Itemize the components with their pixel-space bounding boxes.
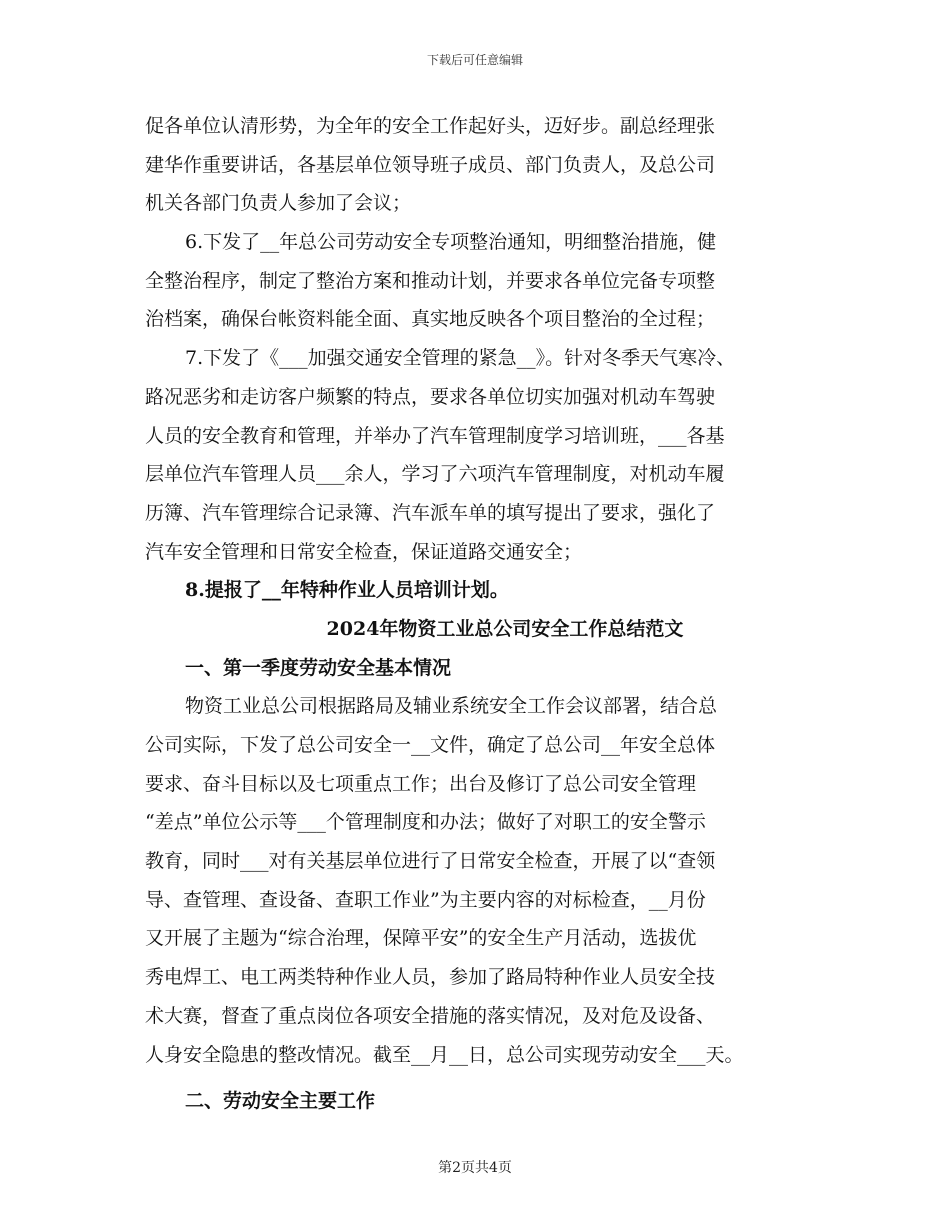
body-line: 全整治程序，制定了整治方案和推动计划，并要求各单位完备专项整 (145, 269, 716, 292)
page-header: 下载后可任意编辑 (426, 53, 523, 67)
body-line: 路况恶劣和走访客户频繁的特点，要求各单位切实加强对机动车驾驶 (145, 385, 716, 408)
section-heading-1: 一、第一季度劳动安全基本情况 (185, 656, 452, 679)
body-line: 人身安全隐患的整改情况。截至__月__日，总公司实现劳动安全___天。 (145, 1043, 744, 1066)
body-line: 人员的安全教育和管理，并举办了汽车管理制度学习培训班，___各基 (145, 424, 725, 447)
body-line: 要求、奋斗目标以及七项重点工作；出台及修订了总公司安全管理 (145, 772, 697, 795)
body-line: 治档案，确保台帐资料能全面、真实地反映各个项目整治的全过程； (145, 308, 716, 331)
body-line: 又开展了主题为“综合治理，保障平安”的安全生产月活动，选拔优 (145, 927, 697, 950)
body-line: 历簿、汽车管理综合记录簿、汽车派车单的填写提出了要求，强化了 (145, 501, 716, 524)
body-line: 教育，同时___对有关基层单位进行了日常安全检查，开展了以“查领 (145, 850, 716, 873)
section-heading-2: 二、劳动安全主要工作 (185, 1090, 376, 1113)
body-line: 术大赛，督查了重点岗位各项安全措施的落实情况，及对危及设备、 (145, 1004, 716, 1027)
body-line: 导、查管理、查设备、查职工作业”为主要内容的对标检查，__月份 (145, 888, 706, 911)
paragraph-8: 8.提报了__年特种作业人员培训计划。 (185, 579, 509, 602)
body-line: 层单位汽车管理人员___余人，学习了六项汽车管理制度，对机动车履 (145, 463, 725, 486)
body-line: 促各单位认清形势，为全年的安全工作起好头，迈好步。副总经理张 (145, 115, 716, 137)
document-body (145, 107, 825, 1121)
page-footer: 第2页共4页 (438, 1160, 512, 1176)
body-line: 建华作重要讲话，各基层单位领导班子成员、部门负责人，及总公司 (145, 153, 716, 176)
paragraph-6-start: 6.下发了__年总公司劳动安全专项整治通知，明细整治措施，健 (185, 231, 717, 254)
body-line: 秀电焊工、电工两类特种作业人员，参加了路局特种作业人员安全技 (145, 966, 716, 989)
body-line: 汽车安全管理和日常安全检查，保证道路交通安全； (145, 540, 583, 563)
document-title: 2024年物资工业总公司安全工作总结范文 (326, 617, 684, 640)
section-1-paragraph-start: 物资工业总公司根据路局及辅业系统安全工作会议部署，结合总 (185, 695, 718, 718)
body-line: “差点”单位公示等___个管理制度和办法；做好了对职工的安全警示 (145, 811, 706, 834)
paragraph-7-start: 7.下发了《___加强交通安全管理的紧急__》。针对冬季天气寒冷、 (185, 347, 736, 370)
body-line: 公司实际，下发了总公司安全一__文件，确定了总公司__年安全总体 (145, 734, 716, 756)
body-line: 机关各部门负责人参加了会议； (145, 192, 412, 215)
